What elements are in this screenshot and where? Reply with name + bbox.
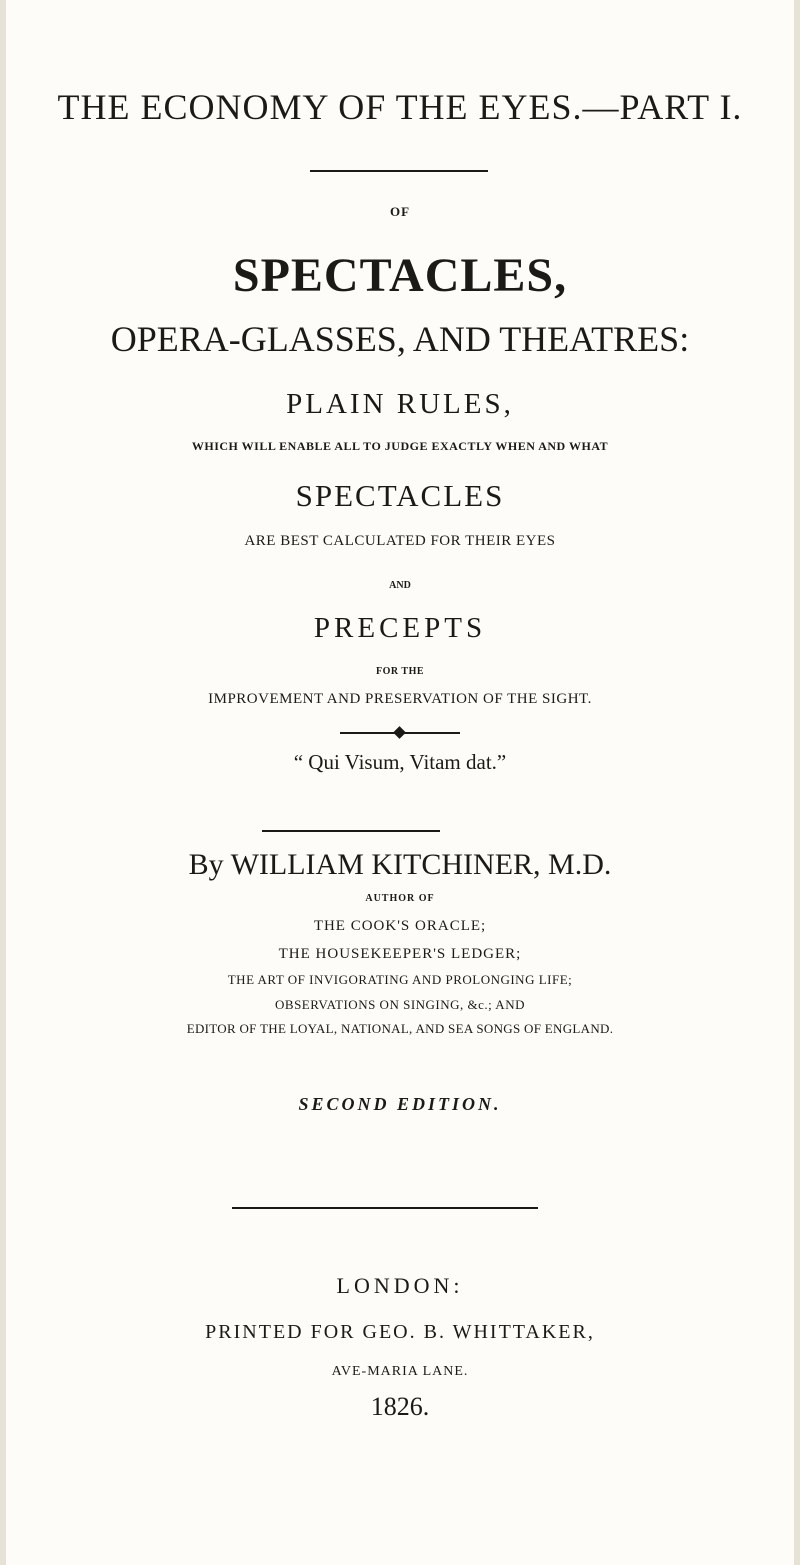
work-title-1: THE COOK'S ORACLE;	[313, 918, 487, 934]
work-title-3: THE ART OF INVIGORATING AND PROLONGING LIFE;	[227, 972, 573, 987]
plain-rules: PLAIN RULES,	[286, 388, 514, 420]
imprint-address: AVE-MARIA LANE.	[331, 1364, 469, 1379]
main-title: SPECTACLES,	[232, 249, 568, 302]
diamond-ornament	[393, 726, 406, 739]
author-of-label: AUTHOR OF	[365, 893, 435, 904]
work-title-2: THE HOUSEKEEPER'S LEDGER;	[278, 946, 522, 962]
imprint-city: LONDON:	[336, 1273, 464, 1298]
spectacles-heading: SPECTACLES	[295, 478, 505, 513]
of-label: OF	[389, 204, 411, 219]
rule-above-author	[262, 830, 440, 832]
for-the-label: FOR THE	[375, 666, 425, 677]
subtitle: OPERA-GLASSES, AND THEATRES:	[110, 319, 690, 359]
running-title: THE ECONOMY OF THE EYES.—PART I.	[57, 87, 743, 127]
motto: “ Qui Visum, Vitam dat.”	[293, 750, 507, 774]
improvement-line: IMPROVEMENT AND PRESERVATION OF THE SIGHT.	[208, 691, 592, 707]
diamond-rule	[340, 726, 460, 740]
best-calculated-line: ARE BEST CALCULATED FOR THEIR EYES	[244, 533, 556, 549]
edition: SECOND EDITION.	[298, 1094, 502, 1114]
precepts-heading: PRECEPTS	[313, 612, 487, 644]
rule-under-running-title	[310, 170, 488, 172]
which-line: WHICH WILL ENABLE ALL TO JUDGE EXACTLY WHEN AND WHAT	[191, 439, 609, 453]
imprint-printer: PRINTED FOR GEO. B. WHITTAKER,	[205, 1321, 595, 1343]
work-title-4: OBSERVATIONS ON SINGING, &c.; AND	[275, 997, 525, 1012]
imprint-year: 1826.	[370, 1392, 430, 1421]
rule-above-imprint	[232, 1207, 538, 1209]
work-title-5: EDITOR OF THE LOYAL, NATIONAL, AND SEA SONGS OF ENGLAND.	[186, 1021, 614, 1036]
author-line: By WILLIAM KITCHINER, M.D.	[188, 848, 612, 881]
and-label: AND	[389, 580, 411, 591]
